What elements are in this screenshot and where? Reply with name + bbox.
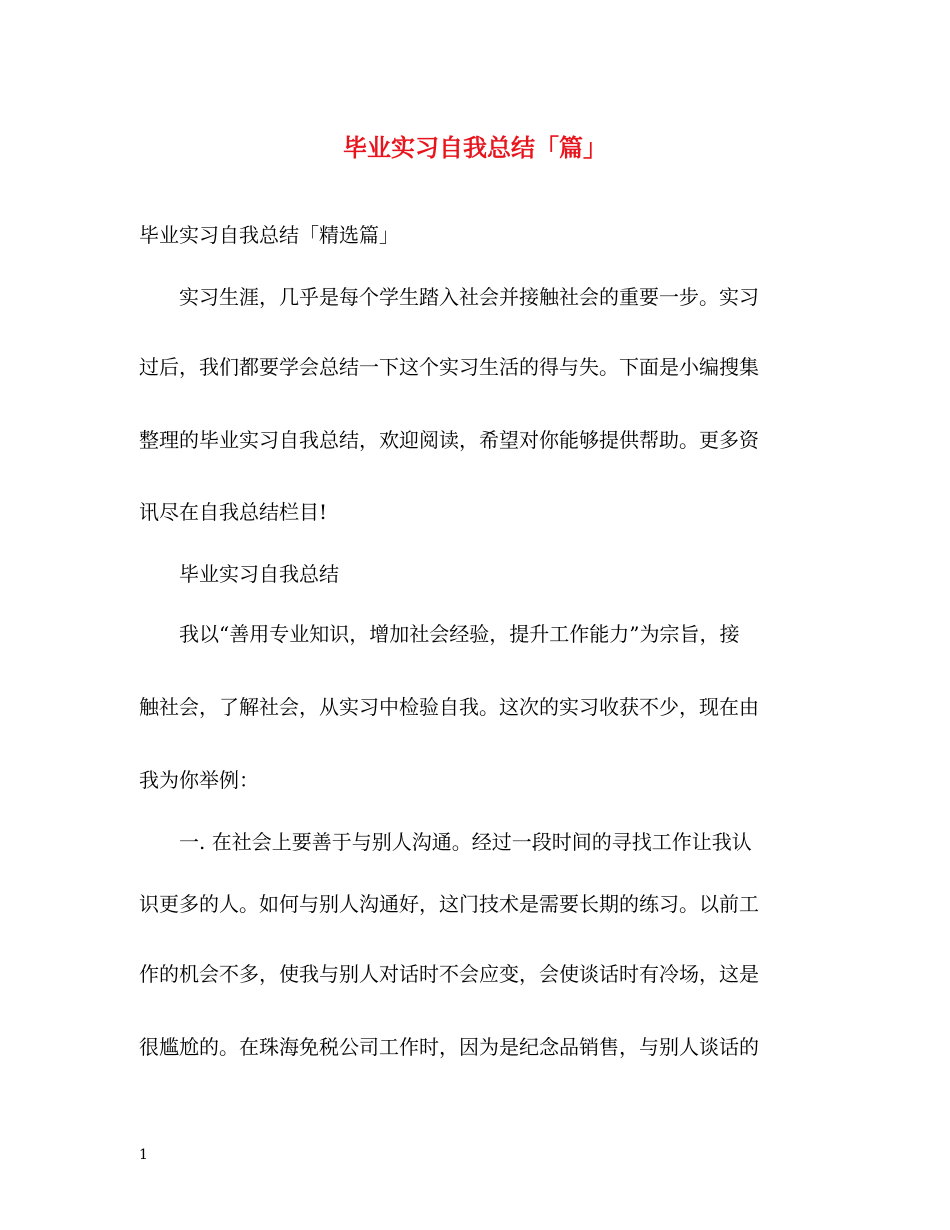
document-subtitle: 毕业实习自我总结「精选篇」	[139, 223, 399, 247]
body-line: 实习生涯，几乎是每个学生踏入社会并接触社会的重要一步。实习	[139, 285, 759, 309]
body-line: 很尴尬的。在珠海免税公司工作时，因为是纪念品销售，与别人谈话的	[139, 1035, 759, 1059]
page-number: 1	[139, 1147, 148, 1163]
body-line: 作的机会不多，使我与别人对话时不会应变，会使谈话时有冷场，这是	[139, 962, 759, 986]
document-title: 毕业实习自我总结「篇」	[343, 133, 607, 162]
body-line: 讯尽在自我总结栏目!	[139, 500, 328, 524]
body-line: 毕业实习自我总结	[139, 562, 339, 586]
body-line: 我为你举例：	[139, 768, 259, 792]
body-line: 触社会，了解社会，从实习中检验自我。这次的实习收获不少，现在由	[139, 695, 759, 719]
body-line: 一. 在社会上要善于与别人沟通。经过一段时间的寻找工作让我认	[139, 830, 752, 854]
body-line: 整理的毕业实习自我总结，欢迎阅读，希望对你能够提供帮助。更多资	[139, 428, 759, 452]
body-line: 我以“善用专业知识，增加社会经验，提升工作能力”为宗旨，接	[139, 622, 740, 646]
body-line: 过后，我们都要学会总结一下这个实习生活的得与失。下面是小编搜集	[139, 355, 759, 379]
body-line: 识更多的人。如何与别人沟通好，这门技术是需要长期的练习。以前工	[139, 892, 759, 916]
